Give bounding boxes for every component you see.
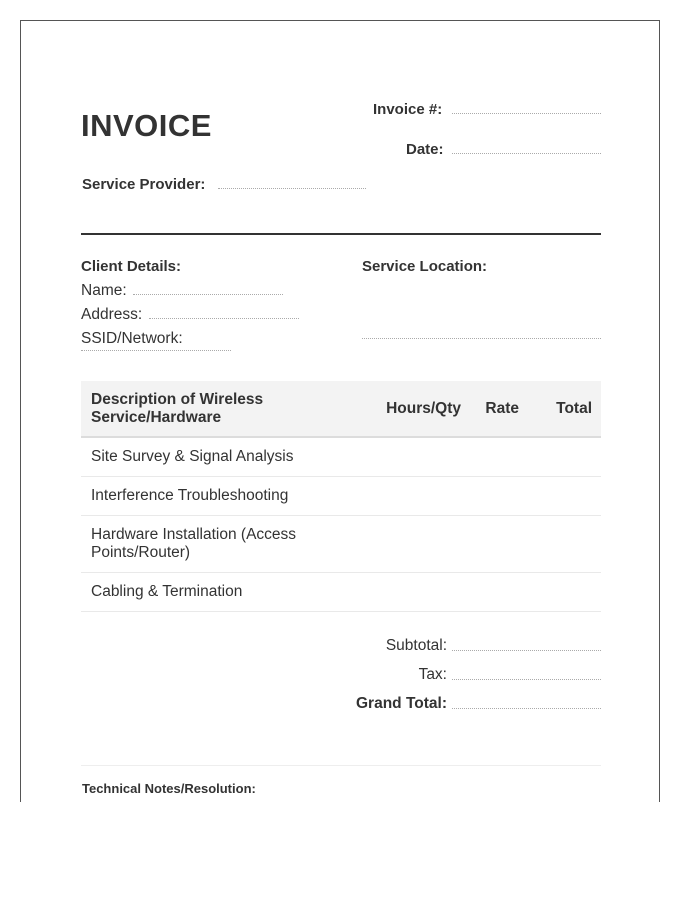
invoice-number-field[interactable] — [452, 113, 601, 114]
client-name-field[interactable] — [133, 294, 283, 295]
table-row — [81, 572, 601, 611]
invoice-sheet — [20, 20, 660, 802]
row-total[interactable] — [527, 515, 601, 572]
header-total: Total — [527, 381, 601, 437]
row-hours-qty[interactable] — [371, 476, 469, 515]
header-divider — [81, 233, 601, 235]
technical-notes-label: Technical Notes/Resolution: — [82, 781, 256, 796]
invoice-title: INVOICE — [81, 108, 212, 143]
invoice-number-label: Invoice #: — [373, 101, 443, 118]
table-row — [81, 515, 601, 572]
row-description: Cabling & Termination — [81, 572, 371, 611]
row-hours-qty[interactable] — [371, 515, 469, 572]
row-hours-qty[interactable] — [371, 572, 469, 611]
row-description: Site Survey & Signal Analysis — [81, 437, 371, 476]
notes-divider — [81, 765, 601, 766]
client-details-label: Client Details: — [81, 258, 182, 275]
row-total[interactable] — [527, 572, 601, 611]
service-location-field[interactable] — [362, 338, 601, 339]
subtotal-label: Subtotal: — [385, 637, 447, 654]
row-total[interactable] — [527, 476, 601, 515]
client-name-label: Name: — [81, 282, 127, 299]
header-hours-qty: Hours/Qty — [371, 381, 469, 437]
client-ssid-label: SSID/Network: — [81, 330, 183, 347]
row-rate[interactable] — [469, 476, 527, 515]
tax-label: Tax: — [418, 666, 447, 683]
service-location-label: Service Location: — [362, 258, 488, 275]
row-rate[interactable] — [469, 437, 527, 476]
table-row — [81, 476, 601, 515]
table-header-row — [81, 381, 601, 437]
header-rate: Rate — [469, 381, 527, 437]
grand-total-field[interactable] — [452, 708, 601, 709]
row-hours-qty[interactable] — [371, 437, 469, 476]
grand-total-label: Grand Total: — [356, 695, 447, 712]
client-ssid-field[interactable] — [81, 350, 231, 351]
client-address-field[interactable] — [149, 318, 299, 319]
row-rate[interactable] — [469, 515, 527, 572]
service-provider-label: Service Provider: — [82, 176, 206, 193]
row-description: Hardware Installation (Access Points/Router) — [81, 515, 371, 572]
row-description: Interference Troubleshooting — [81, 476, 371, 515]
tax-field[interactable] — [452, 679, 601, 680]
service-provider-field[interactable] — [218, 188, 366, 189]
table-row — [81, 437, 601, 476]
date-label: Date: — [406, 141, 444, 158]
date-field[interactable] — [452, 153, 601, 154]
row-total[interactable] — [527, 437, 601, 476]
row-rate[interactable] — [469, 572, 527, 611]
subtotal-field[interactable] — [452, 650, 601, 651]
service-items-table — [81, 381, 601, 612]
client-address-label: Address: — [81, 306, 143, 323]
header-description: Description of Wireless Service/Hardware — [81, 381, 371, 437]
